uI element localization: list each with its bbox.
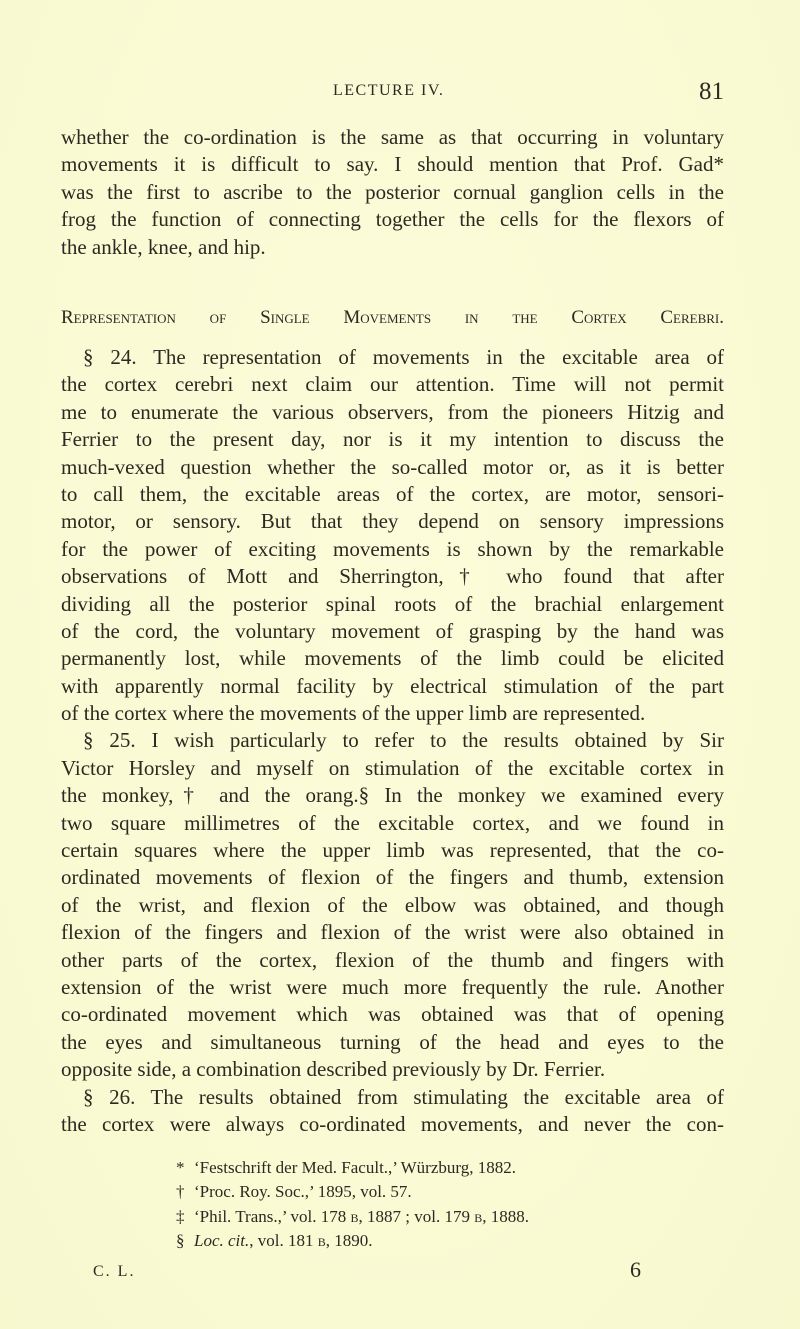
text-line: co-ordinated movement which was obtained was that of opening — [61, 1002, 724, 1027]
footnote — [176, 1156, 676, 1180]
text-line: motor, or sensory. But that they depend on sensory impressions — [61, 509, 724, 534]
text-line: two square millimetres of the excitable cortex, and we found in — [61, 810, 724, 835]
text-line: for the power of exciting movements is shown by the remarkable — [61, 536, 724, 561]
page-number: 81 — [699, 78, 724, 105]
text-line: ordinated movements of flexion of the fingers and thumb, extension — [61, 865, 724, 890]
footnote-text: ‘Proc. Roy. Soc.,’ 1895, vol. 57. — [194, 1182, 412, 1202]
footnote-text: b — [317, 1231, 326, 1251]
footnote-text: , 1888. — [482, 1206, 529, 1226]
text-line: Victor Horsley and myself on stimulation of the excitable cortex in — [61, 755, 724, 780]
footnote — [176, 1229, 676, 1253]
footnote-text: ‘Festschrift der Med. Facult.,’ Würzburg, 1882. — [194, 1158, 516, 1177]
footnote-mark: ‡ — [176, 1206, 185, 1226]
footnote-text: , 1887 ; vol. 179 — [358, 1206, 475, 1226]
footnote-text: Loc. cit. — [194, 1231, 250, 1251]
footnote — [176, 1180, 676, 1204]
footnotes — [176, 1156, 676, 1254]
running-title: LECTURE IV. — [333, 82, 445, 99]
text-line: Ferrier to the present day, nor is it my intention to discuss the — [61, 427, 724, 452]
text-line: § 26. The results obtained from stimulating the excitable area of — [83, 1084, 724, 1109]
text-line: to call them, the excitable areas of the cortex, are motor, sensori- — [61, 481, 724, 506]
text-line: opposite side, a combination described previously by Dr. Ferrier. — [61, 1057, 606, 1082]
footnote-text: , 1890. — [325, 1231, 373, 1251]
footnote-text: ‘Phil. Trans.,’ vol. 178 — [194, 1206, 351, 1226]
text-line: of the cortex where the movements of the upper limb are represented. — [61, 701, 646, 726]
footnote-mark: § — [176, 1231, 185, 1251]
text-line: the cortex cerebri next claim our attention. Time will not permit — [61, 372, 724, 397]
text-line: the cortex were always co-ordinated movements, and never the con- — [61, 1111, 724, 1136]
text-line: observations of Mott and Sherrington,† who found that after — [61, 564, 724, 589]
text-line: extension of the wrist were much more frequently the rule. Another — [61, 974, 724, 999]
footnote-mark: * — [176, 1158, 185, 1177]
text-line: flexion of the fingers and flexion of the wrist were also obtained in — [61, 920, 724, 945]
text-line: me to enumerate the various observers, from the pioneers Hitzig and — [61, 399, 724, 424]
text-line: dividing all the posterior spinal roots of the brachial enlargement — [61, 591, 724, 616]
text-line: whether the co-ordination is the same as that occurring in voluntary — [61, 125, 724, 149]
section-heading: Representation of Single Movements in the Cortex Cerebri. — [61, 307, 724, 328]
footnote-mark: † — [176, 1182, 185, 1202]
text-line: permanently lost, while movements of the limb could be elicited — [61, 646, 724, 671]
footnote-text: , vol. 181 — [249, 1231, 318, 1251]
text-line: movements it is difficult to say. I should mention that Prof. Gad* — [61, 152, 724, 177]
text-line: certain squares where the upper limb was represented, that the co- — [61, 838, 724, 863]
text-line: other parts of the cortex, flexion of the thumb and fingers with — [61, 947, 724, 972]
text-line: the ankle, knee, and hip. — [61, 234, 266, 259]
signature-mark: C. L. — [93, 1263, 136, 1280]
sheet-number: 6 — [630, 1257, 641, 1282]
footnote-text: b — [474, 1206, 483, 1226]
text-line: frog the function of connecting together the cells for the flexors of — [61, 207, 724, 232]
text-line: much-vexed question whether the so-called motor or, as it is better — [61, 454, 724, 479]
body-text — [61, 344, 724, 1138]
text-line: the eyes and simultaneous turning of the head and eyes to the — [61, 1029, 724, 1054]
text-line: of the wrist, and flexion of the elbow was obtained, and though — [61, 892, 724, 917]
footnote — [176, 1205, 676, 1229]
text-line: with apparently normal facility by electrical stimulation of the part — [61, 673, 724, 698]
text-line: § 24. The representation of movements in the excitable area of — [83, 345, 724, 369]
text-line: of the cord, the voluntary movement of grasping by the hand was — [61, 618, 724, 643]
text-line: was the first to ascribe to the posterior cornual ganglion cells in the — [61, 179, 724, 204]
running-head — [61, 78, 724, 106]
paragraph-continuation — [61, 124, 724, 261]
text-line: § 25. I wish particularly to refer to the results obtained by Sir — [83, 728, 724, 753]
footnote-text: b — [350, 1206, 359, 1226]
text-line: the monkey,† and the orang.§ In the monkey we examined every — [61, 783, 724, 808]
